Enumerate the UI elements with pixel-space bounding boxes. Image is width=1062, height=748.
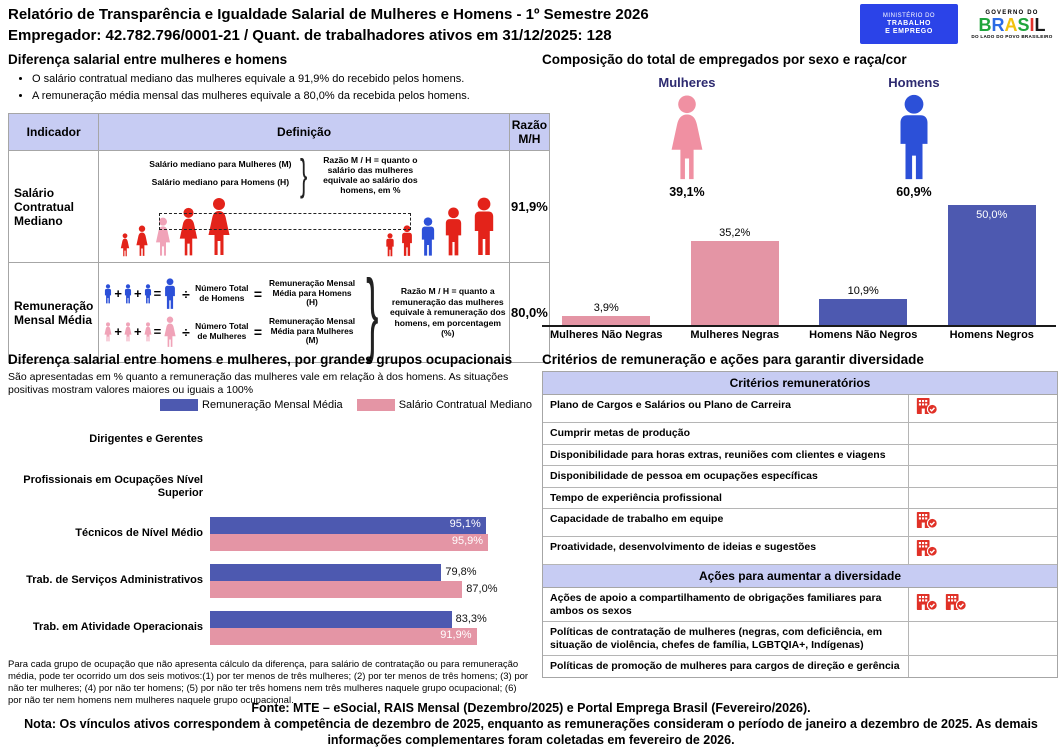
men-divisor-label: Número Total de Homens	[195, 283, 249, 303]
legend-item	[357, 398, 532, 412]
govbr-logo-tagline: DO LADO DO POVO BRASILEIRO	[971, 33, 1053, 39]
women-label: Mulheres	[658, 75, 716, 90]
composition-category-labels	[542, 329, 1056, 341]
median-labels	[145, 159, 295, 195]
chart-legend	[8, 398, 532, 412]
criteria-row	[543, 509, 1057, 537]
median-connector-dashed-box	[159, 213, 411, 230]
male-figure-icon	[384, 233, 396, 257]
criteria-section-header: Ações para aumentar a diversidade	[543, 565, 1057, 588]
average-pay-definition	[99, 260, 509, 365]
report-title: Relatório de Transparência e Igualdade Salarial de Mulheres e Homens - 1º Semestre 2026	[8, 6, 649, 23]
chart-row	[8, 416, 532, 463]
criteria-label: Disponibilidade de pessoa em ocupações específicas	[543, 466, 909, 487]
operator-glyph: +	[114, 286, 122, 301]
category-label: Homens Negros	[949, 329, 1034, 341]
company-check-icon	[916, 593, 938, 616]
occupational-bar	[210, 581, 462, 598]
criteria-check-cell	[909, 423, 1057, 444]
gender-icons-row	[542, 75, 1056, 199]
criteria-check-cell	[909, 509, 1057, 536]
brasil-letter: S	[1017, 14, 1030, 35]
legend-swatch	[160, 399, 198, 411]
bar-group	[928, 205, 1057, 325]
indicator-table	[8, 113, 550, 363]
criteria-title: Critérios de remuneração e ações para garantir diversidade	[542, 352, 924, 367]
criteria-label: Tempo de experiência profissional	[543, 488, 909, 509]
average-pay-row	[9, 263, 550, 363]
male-figure-icon	[123, 284, 133, 304]
median-men-label: Salário mediano para Homens (H)	[151, 177, 290, 187]
male-figure-icon	[441, 207, 466, 257]
criteria-row	[543, 488, 1057, 510]
men-label: Homens	[888, 75, 940, 90]
men-result-label: Remuneração Mensal Média para Homens (H)	[268, 278, 356, 308]
bars-area	[210, 517, 488, 551]
criteria-label: Proatividade, desenvolvimento de ideias e sugestões	[543, 537, 909, 564]
brace-glyph: }	[366, 260, 379, 365]
women-result-label: Remuneração Mensal Média para Mulheres (M)	[268, 316, 356, 346]
occupational-title: Diferença salarial entre homens e mulheres, por grandes grupos ocupacionais	[8, 352, 513, 367]
criteria-label: Plano de Cargos e Salários ou Plano de Carreira	[543, 395, 909, 422]
occupational-bar	[210, 534, 488, 551]
criteria-check-cell	[909, 537, 1057, 564]
divide-operator: ÷	[182, 285, 190, 302]
men-formula-figures	[103, 278, 178, 310]
male-icon	[892, 94, 936, 182]
male-figure-icon	[162, 278, 178, 310]
criteria-row	[543, 622, 1057, 656]
govbr-logo	[968, 10, 1056, 39]
men-column	[888, 75, 939, 199]
bar-value-label: 50,0%	[976, 209, 1008, 221]
brasil-letter: A	[1004, 14, 1018, 35]
occupational-footnote: Para cada grupo de ocupação que não apresenta cálculo da diferença, para salário de contratação ou para remuneração média, pode ter ocorrido um dos seis motivos:(1) por ter menos de três mulheres; (2) por ter menos de três homens; (3) por não ter mulheres; (4) por não ter homens; (5) por não ter três homens nem três mulheres naquele grupo ocupacional; (6) por não ter nem homens nem mulheres naquele grupo ocupacional.	[8, 659, 529, 706]
female-figure-icon	[103, 322, 113, 342]
criteria-check-cell	[909, 656, 1057, 677]
category-label: Técnicos de Nível Médio	[75, 527, 203, 539]
chart-row	[8, 557, 532, 604]
criteria-check-cell	[909, 588, 1057, 621]
composition-bar	[948, 205, 1036, 325]
criteria-check-cell	[909, 445, 1057, 466]
bar-value-label: 79,8%	[445, 566, 477, 578]
composition-title: Composição do total de empregados por sexo e raça/cor	[542, 52, 907, 67]
male-figure-icon	[143, 284, 153, 304]
brasil-letter: I	[1029, 14, 1035, 35]
male-figure-icon	[103, 284, 113, 304]
female-figure-icon	[123, 322, 133, 342]
govbr-logo-top: GOVERNO DO	[985, 9, 1039, 16]
criteria-check-cell	[909, 488, 1057, 509]
category-label: Trab. em Atividade Operacionais	[32, 621, 203, 633]
report-subtitle: Empregador: 42.782.796/0001-21 / Quant. de trabalhadores ativos em 31/12/2025: 128	[8, 27, 612, 44]
women-column	[658, 75, 715, 199]
pictogram-strip	[113, 193, 502, 257]
bar-group	[542, 302, 671, 325]
occupational-bar-chart	[8, 416, 532, 651]
criteria-row	[543, 395, 1057, 423]
criteria-row	[543, 537, 1057, 565]
company-check-icon	[916, 511, 938, 529]
brasil-wordmark	[968, 16, 1056, 34]
pay-gap-bullets	[22, 71, 530, 105]
median-ratio-note: Razão M / H = quanto o salário das mulheres equivale ao salário dos homens, em %	[323, 155, 418, 195]
occupational-bar	[210, 611, 452, 628]
average-ratio-note: Razão M / H = quanto a remuneração das mulheres equivale à remuneração dos homens, em porcentagem (%)	[389, 286, 506, 339]
criteria-section-header: Critérios remuneratórios	[543, 372, 1057, 395]
header-indicador: Indicador	[9, 114, 99, 151]
criteria-label: Políticas de contratação de mulheres (negras, com deficiência, em situação de violência, chefes de família, LGBTQIA+, Indígenas)	[543, 622, 909, 655]
category-label: Homens Não Negros	[809, 329, 918, 341]
female-figure-icon	[134, 225, 150, 257]
median-women-label: Salário mediano para Mulheres (M)	[149, 159, 292, 169]
bar-value-label: 83,3%	[455, 613, 487, 625]
operator-glyph: +	[133, 286, 142, 301]
criteria-check-cell	[909, 622, 1057, 655]
composition-bar	[819, 299, 907, 325]
median-salary-row	[9, 151, 550, 263]
pay-gap-title: Diferença salarial entre mulheres e homens	[8, 52, 288, 67]
women-divisor-label: Número Total de Mulheres	[195, 321, 249, 341]
bar-value-label: 35,2%	[719, 226, 751, 239]
criteria-label: Disponibilidade para horas extras, reuniões com clientes e viagens	[543, 445, 909, 466]
bar-line	[210, 564, 498, 581]
source-line: Fonte: MTE – eSocial, RAIS Mensal (Dezembro/2025) e Portal Emprega Brasil (Fevereiro/2026).	[251, 701, 811, 715]
bars-area	[210, 564, 498, 598]
category-label: Trab. de Serviços Administrativos	[26, 574, 203, 586]
women-average-formula	[103, 316, 358, 348]
legend-label: Salário Contratual Mediano	[398, 399, 532, 411]
criteria-label: Políticas de promoção de mulheres para cargos de direção e gerência	[543, 656, 909, 677]
female-figure-icon	[143, 322, 153, 342]
brace-glyph: }	[300, 150, 308, 200]
criteria-label: Capacidade de trabalho em equipe	[543, 509, 909, 536]
bar-line	[210, 534, 488, 551]
composition-bar-chart	[542, 203, 1056, 327]
criteria-row	[543, 423, 1057, 445]
operator-glyph: +	[114, 324, 122, 339]
company-check-icon	[916, 397, 938, 415]
bar-value-label: 95,1%	[449, 518, 481, 530]
women-formula-figures	[103, 316, 178, 348]
average-pay-indicator-label: Remuneração Mensal Média	[9, 263, 99, 363]
company-check-icon	[916, 539, 938, 562]
bullet-average-pay: • A remuneração média mensal das mulheres equivale a 80,0% da recebida pelos homens.	[32, 88, 530, 105]
criteria-check-cell	[909, 466, 1057, 487]
bar-value-label: 87,0%	[466, 583, 498, 595]
equals-operator: =	[253, 285, 263, 302]
bar-line	[210, 628, 487, 645]
header-logos	[860, 4, 1056, 44]
operator-glyph: =	[153, 324, 162, 339]
criteria-row	[543, 656, 1057, 677]
chart-row	[8, 463, 532, 510]
company-check-icon	[916, 397, 938, 420]
report-header	[8, 4, 858, 46]
bar-group	[671, 227, 800, 326]
average-ratio-value: 80,0%	[509, 263, 549, 363]
company-check-icon	[916, 539, 938, 557]
company-check-icon	[945, 593, 967, 616]
bars-area	[210, 611, 487, 645]
criteria-label: Ações de apoio a compartilhamento de obrigações familiares para ambos os sexos	[543, 588, 909, 621]
brasil-letter: B	[978, 14, 992, 35]
bar-line	[210, 611, 487, 628]
company-check-icon	[945, 593, 967, 611]
section-criteria	[542, 352, 1058, 678]
occupational-bar	[210, 517, 486, 534]
legend-item	[160, 398, 343, 412]
men-average-formula	[103, 278, 358, 310]
category-label: Mulheres Negras	[690, 329, 780, 341]
section-composition	[542, 52, 1056, 341]
operator-glyph: +	[133, 324, 142, 339]
chart-row	[8, 604, 532, 651]
legend-swatch	[357, 399, 395, 411]
occupational-subtitle: São apresentadas em % quanto a remuneração das mulheres vale em relação à dos homens. As situações positivas mostram valores maiores ou iguais a 100%	[8, 371, 509, 396]
ministry-logo-line2: TRABALHO	[886, 20, 932, 27]
ministry-logo	[860, 4, 958, 44]
female-figure-icon	[162, 316, 178, 348]
category-label: Profissionais em Ocupações Nível Superior	[23, 473, 203, 499]
composition-bar	[691, 241, 779, 326]
bullet-median-salary: • O salário contratual mediano das mulheres equivale a 91,9% do recebido pelos homens.	[32, 71, 530, 88]
section-occupational	[8, 352, 532, 707]
bar-group	[799, 285, 928, 325]
header-razao: Razão M/H	[509, 114, 549, 151]
indicator-table-header-row	[9, 114, 550, 151]
composition-bar	[562, 316, 650, 325]
operator-glyph: =	[153, 286, 162, 301]
male-figure-icon	[418, 217, 438, 257]
company-check-icon	[916, 593, 938, 611]
occupational-bar	[210, 628, 477, 645]
equals-operator: =	[253, 323, 263, 340]
median-salary-indicator-label: Salário Contratual Mediano	[9, 151, 99, 263]
category-label: Dirigentes e Gerentes	[89, 433, 203, 445]
criteria-row	[543, 588, 1057, 622]
category-label: Mulheres Não Negras	[550, 329, 663, 341]
criteria-row	[543, 466, 1057, 488]
chart-row	[8, 510, 532, 557]
female-figure-icon	[119, 233, 131, 257]
divide-operator: ÷	[182, 323, 190, 340]
brasil-letter: R	[991, 14, 1005, 35]
criteria-check-cell	[909, 395, 1057, 422]
occupational-bar	[210, 564, 441, 581]
bar-line	[210, 581, 498, 598]
criteria-label: Cumprir metas de produção	[543, 423, 909, 444]
report-footer	[0, 700, 1062, 748]
bar-value-label: 3,9%	[593, 301, 619, 314]
bar-line	[210, 517, 488, 534]
bar-value-label: 95,9%	[451, 535, 484, 547]
brasil-letter: L	[1034, 14, 1046, 35]
criteria-row	[543, 445, 1057, 467]
section-pay-gap	[8, 52, 548, 365]
median-ratio-value: 91,9%	[509, 151, 549, 263]
female-icon	[665, 94, 709, 182]
ministry-logo-line3: E EMPREGO	[885, 28, 933, 35]
legend-label: Remuneração Mensal Média	[202, 399, 343, 411]
male-figure-icon	[469, 197, 499, 257]
criteria-table	[542, 371, 1058, 678]
bar-value-label: 91,9%	[440, 629, 472, 641]
note-line: Nota: Os vínculos ativos correspondem à competência de dezembro de 2025, enquanto as remunerações consideram o período de janeiro a dezembro de 2025. As demais informações complementares foram coletadas em fevereiro de 2026.	[24, 717, 1038, 747]
men-percentage: 60,9%	[896, 185, 932, 199]
header-definicao: Definição	[99, 114, 509, 151]
ministry-logo-line1: MINISTÉRIO DO	[882, 13, 936, 19]
company-check-icon	[916, 511, 938, 534]
women-percentage: 39,1%	[669, 185, 705, 199]
median-salary-definition	[99, 151, 509, 263]
bar-value-label: 10,9%	[847, 284, 879, 297]
